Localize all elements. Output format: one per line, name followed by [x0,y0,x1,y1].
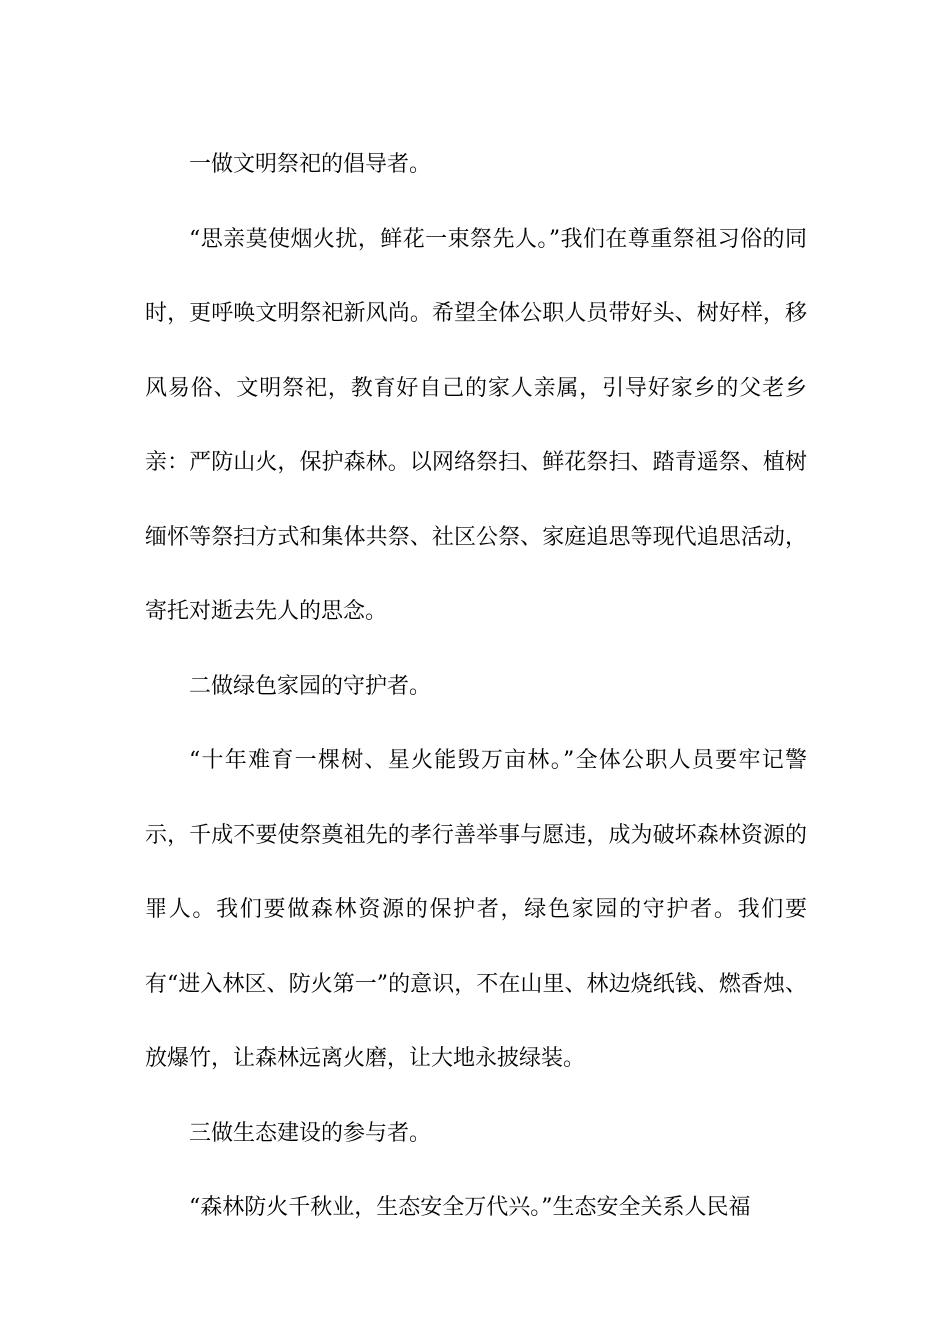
section-paragraph-1: “思亲莫使烟火扰，鲜花一束祭先人。”我们在尊重祭祖习俗的同时，更呼唤文明祭祀新风尚。希望全体公职人员带好头、树好样，移风易俗、文明祭祀，教育好自己的家人亲属，引导好家乡的父老乡亲：严防山火，保护森林。以网络祭扫、鲜花祭扫、踏青遥祭、植树缅怀等祭扫方式和集体共祭、社区公祭、家庭追思等现代追思活动，寄托对逝去先人的思念。 [145,226,807,624]
section-heading-3: 三做生态建设的参与者。 [189,1120,432,1146]
section-paragraph-3: “森林防火千秋业，生态安全万代兴。”生态安全关系人民福 [189,1195,751,1220]
section-paragraph-2: “十年难育一棵树、星火能毁万亩林。”全体公职人员要牢记警示，千成不要使祭奠祖先的孝行善举事与愿违，成为破坏森林资源的罪人。我们要做森林资源的保护者，绿色家园的守护者。我们要有“进入林区、防火第一”的意识，不在山里、林边烧纸钱、燃香烛、放爆竹，让森林远离火磨，让大地永披绿装。 [145,748,807,1071]
document-body [145,128,807,1246]
section-heading-1: 一做文明祭祀的倡导者。 [189,152,432,177]
section-heading-2: 二做绿色家园的守护者。 [189,673,432,699]
